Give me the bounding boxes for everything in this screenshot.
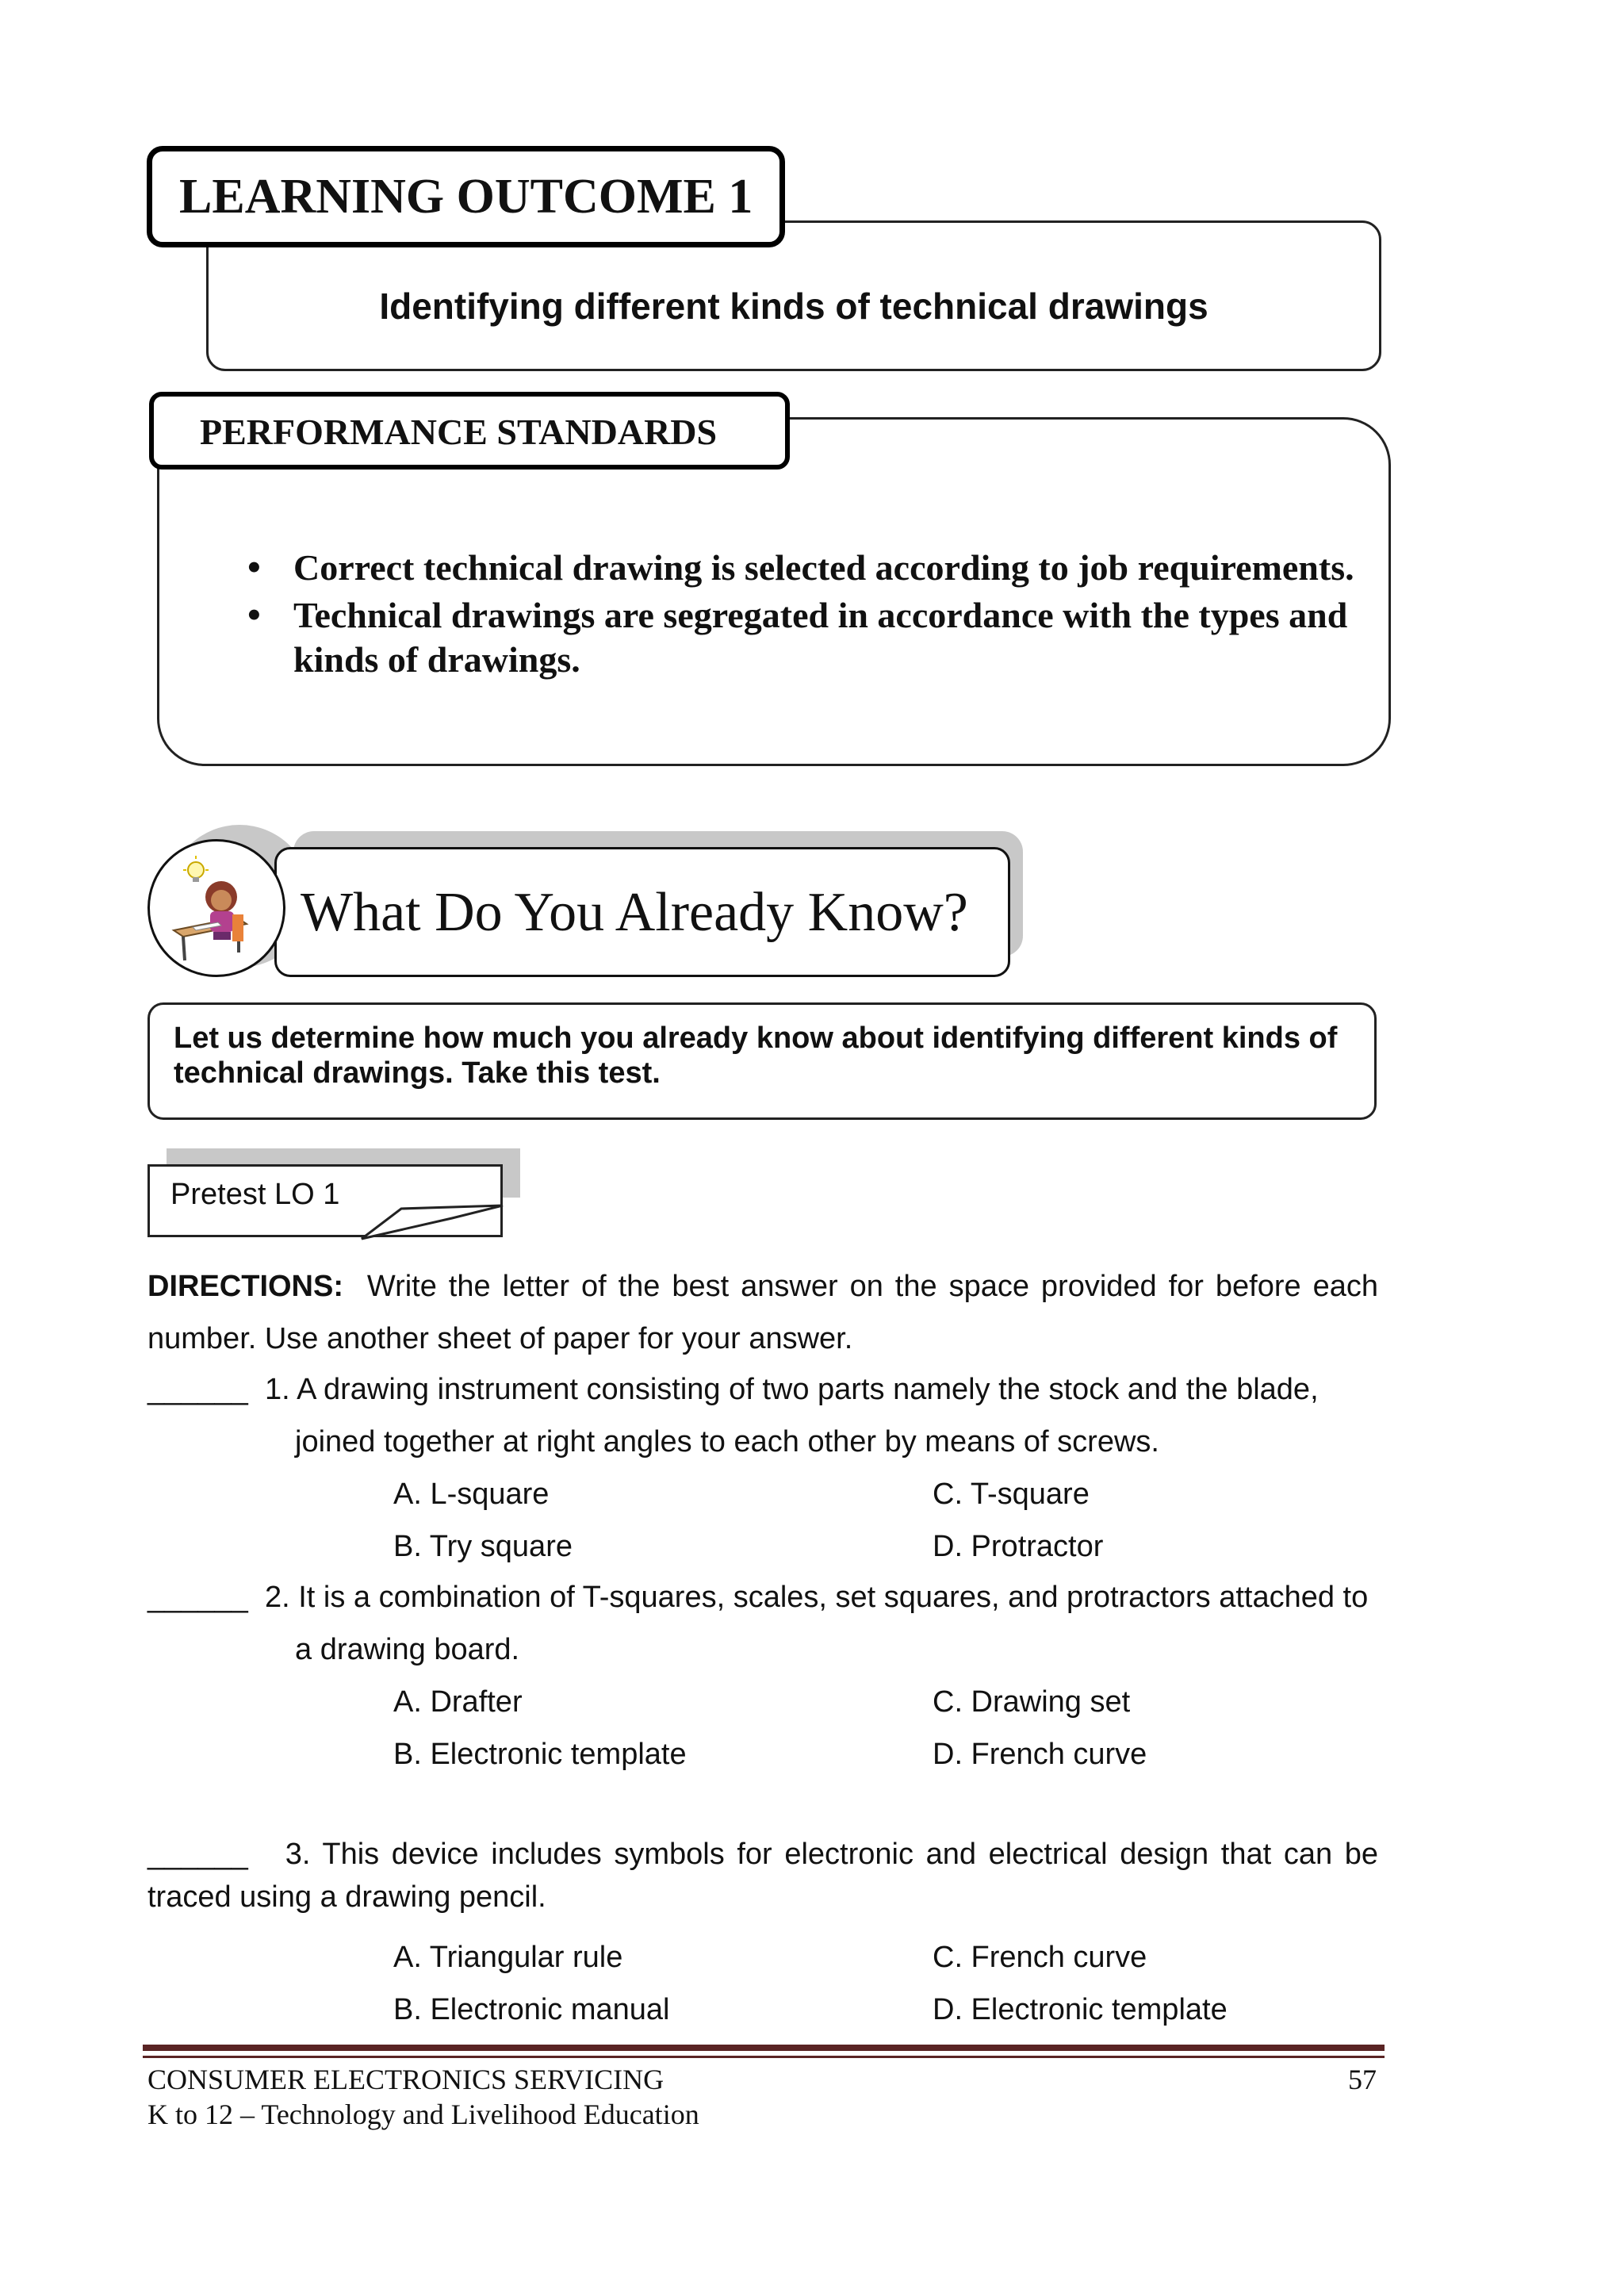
directions-label: DIRECTIONS: — [147, 1270, 343, 1303]
performance-standards-list — [246, 546, 1372, 685]
learning-outcome-tab — [147, 146, 785, 247]
question-3-choice-a: A. Triangular rule — [393, 1941, 623, 1974]
question-1-choice-d: D. Protractor — [933, 1530, 1104, 1563]
pretest-label: Pretest LO 1 — [170, 1178, 340, 1211]
directions-line-1: Write the letter of the best answer on the space provided for before each — [366, 1270, 1378, 1303]
performance-standard-item: • Technical drawings are segregated in accordance with the types and kinds of drawings. — [246, 593, 1372, 682]
question-2-choice-b: B. Electronic template — [393, 1738, 687, 1771]
question-1-choice-c: C. T-square — [933, 1478, 1090, 1511]
page-curl-icon — [357, 1198, 508, 1242]
answer-blank: ______ — [147, 1838, 248, 1871]
question-2-text-cont: a drawing board. — [295, 1633, 520, 1666]
answer-blank: ______ — [147, 1373, 248, 1406]
performance-standards-title: PERFORMANCE STANDARDS — [200, 412, 718, 452]
question-3-choice-b: B. Electronic manual — [393, 1993, 670, 2026]
learning-outcome-subtitle: Identifying different kinds of technical drawings — [379, 286, 1208, 327]
student-thinking-icon — [147, 839, 285, 977]
question-1-choice-b: B. Try square — [393, 1530, 573, 1563]
directions — [147, 1269, 1378, 1304]
question-3 — [147, 1837, 1378, 1872]
question-1-text-cont: joined together at right angles to each other by means of screws. — [295, 1425, 1159, 1458]
intro-box — [147, 1002, 1377, 1120]
intro-text: Let us determine how much you already know about identifying different kinds of technical drawings. Take this test. — [174, 1022, 1338, 1090]
question-3-text: 3. This device includes symbols for electronic and electrical design that can be — [285, 1838, 1378, 1871]
question-2-text: 2. It is a combination of T-squares, scales, set squares, and protractors attached to — [265, 1581, 1369, 1614]
answer-blank: ______ — [147, 1581, 248, 1614]
question-3-choice-c: C. French curve — [933, 1941, 1147, 1974]
performance-standards-tab — [149, 392, 790, 470]
question-1-choice-a: A. L-square — [393, 1478, 550, 1511]
section-title: What Do You Already Know? — [301, 882, 968, 943]
learning-outcome-title: LEARNING OUTCOME 1 — [179, 170, 753, 224]
footer-rule-thick — [143, 2045, 1385, 2051]
section-banner — [274, 847, 1010, 977]
question-2-choice-c: C. Drawing set — [933, 1685, 1131, 1719]
footer-program: K to 12 – Technology and Livelihood Education — [147, 2099, 699, 2130]
page-number: 57 — [1348, 2064, 1377, 2095]
question-3-text-cont: traced using a drawing pencil. — [147, 1880, 546, 1914]
footer-course: CONSUMER ELECTRONICS SERVICING — [147, 2064, 665, 2095]
question-2-choice-d: D. French curve — [933, 1738, 1147, 1771]
footer-rule-thin — [143, 2056, 1385, 2058]
directions-line-2: number. Use another sheet of paper for your answer. — [147, 1322, 853, 1355]
question-3-choice-d: D. Electronic template — [933, 1993, 1228, 2026]
performance-standard-item: • Correct technical drawing is selected according to job requirements. — [246, 546, 1372, 590]
question-1-text: 1. A drawing instrument consisting of two parts namely the stock and the blade, — [265, 1373, 1319, 1406]
question-2-choice-a: A. Drafter — [393, 1685, 523, 1719]
